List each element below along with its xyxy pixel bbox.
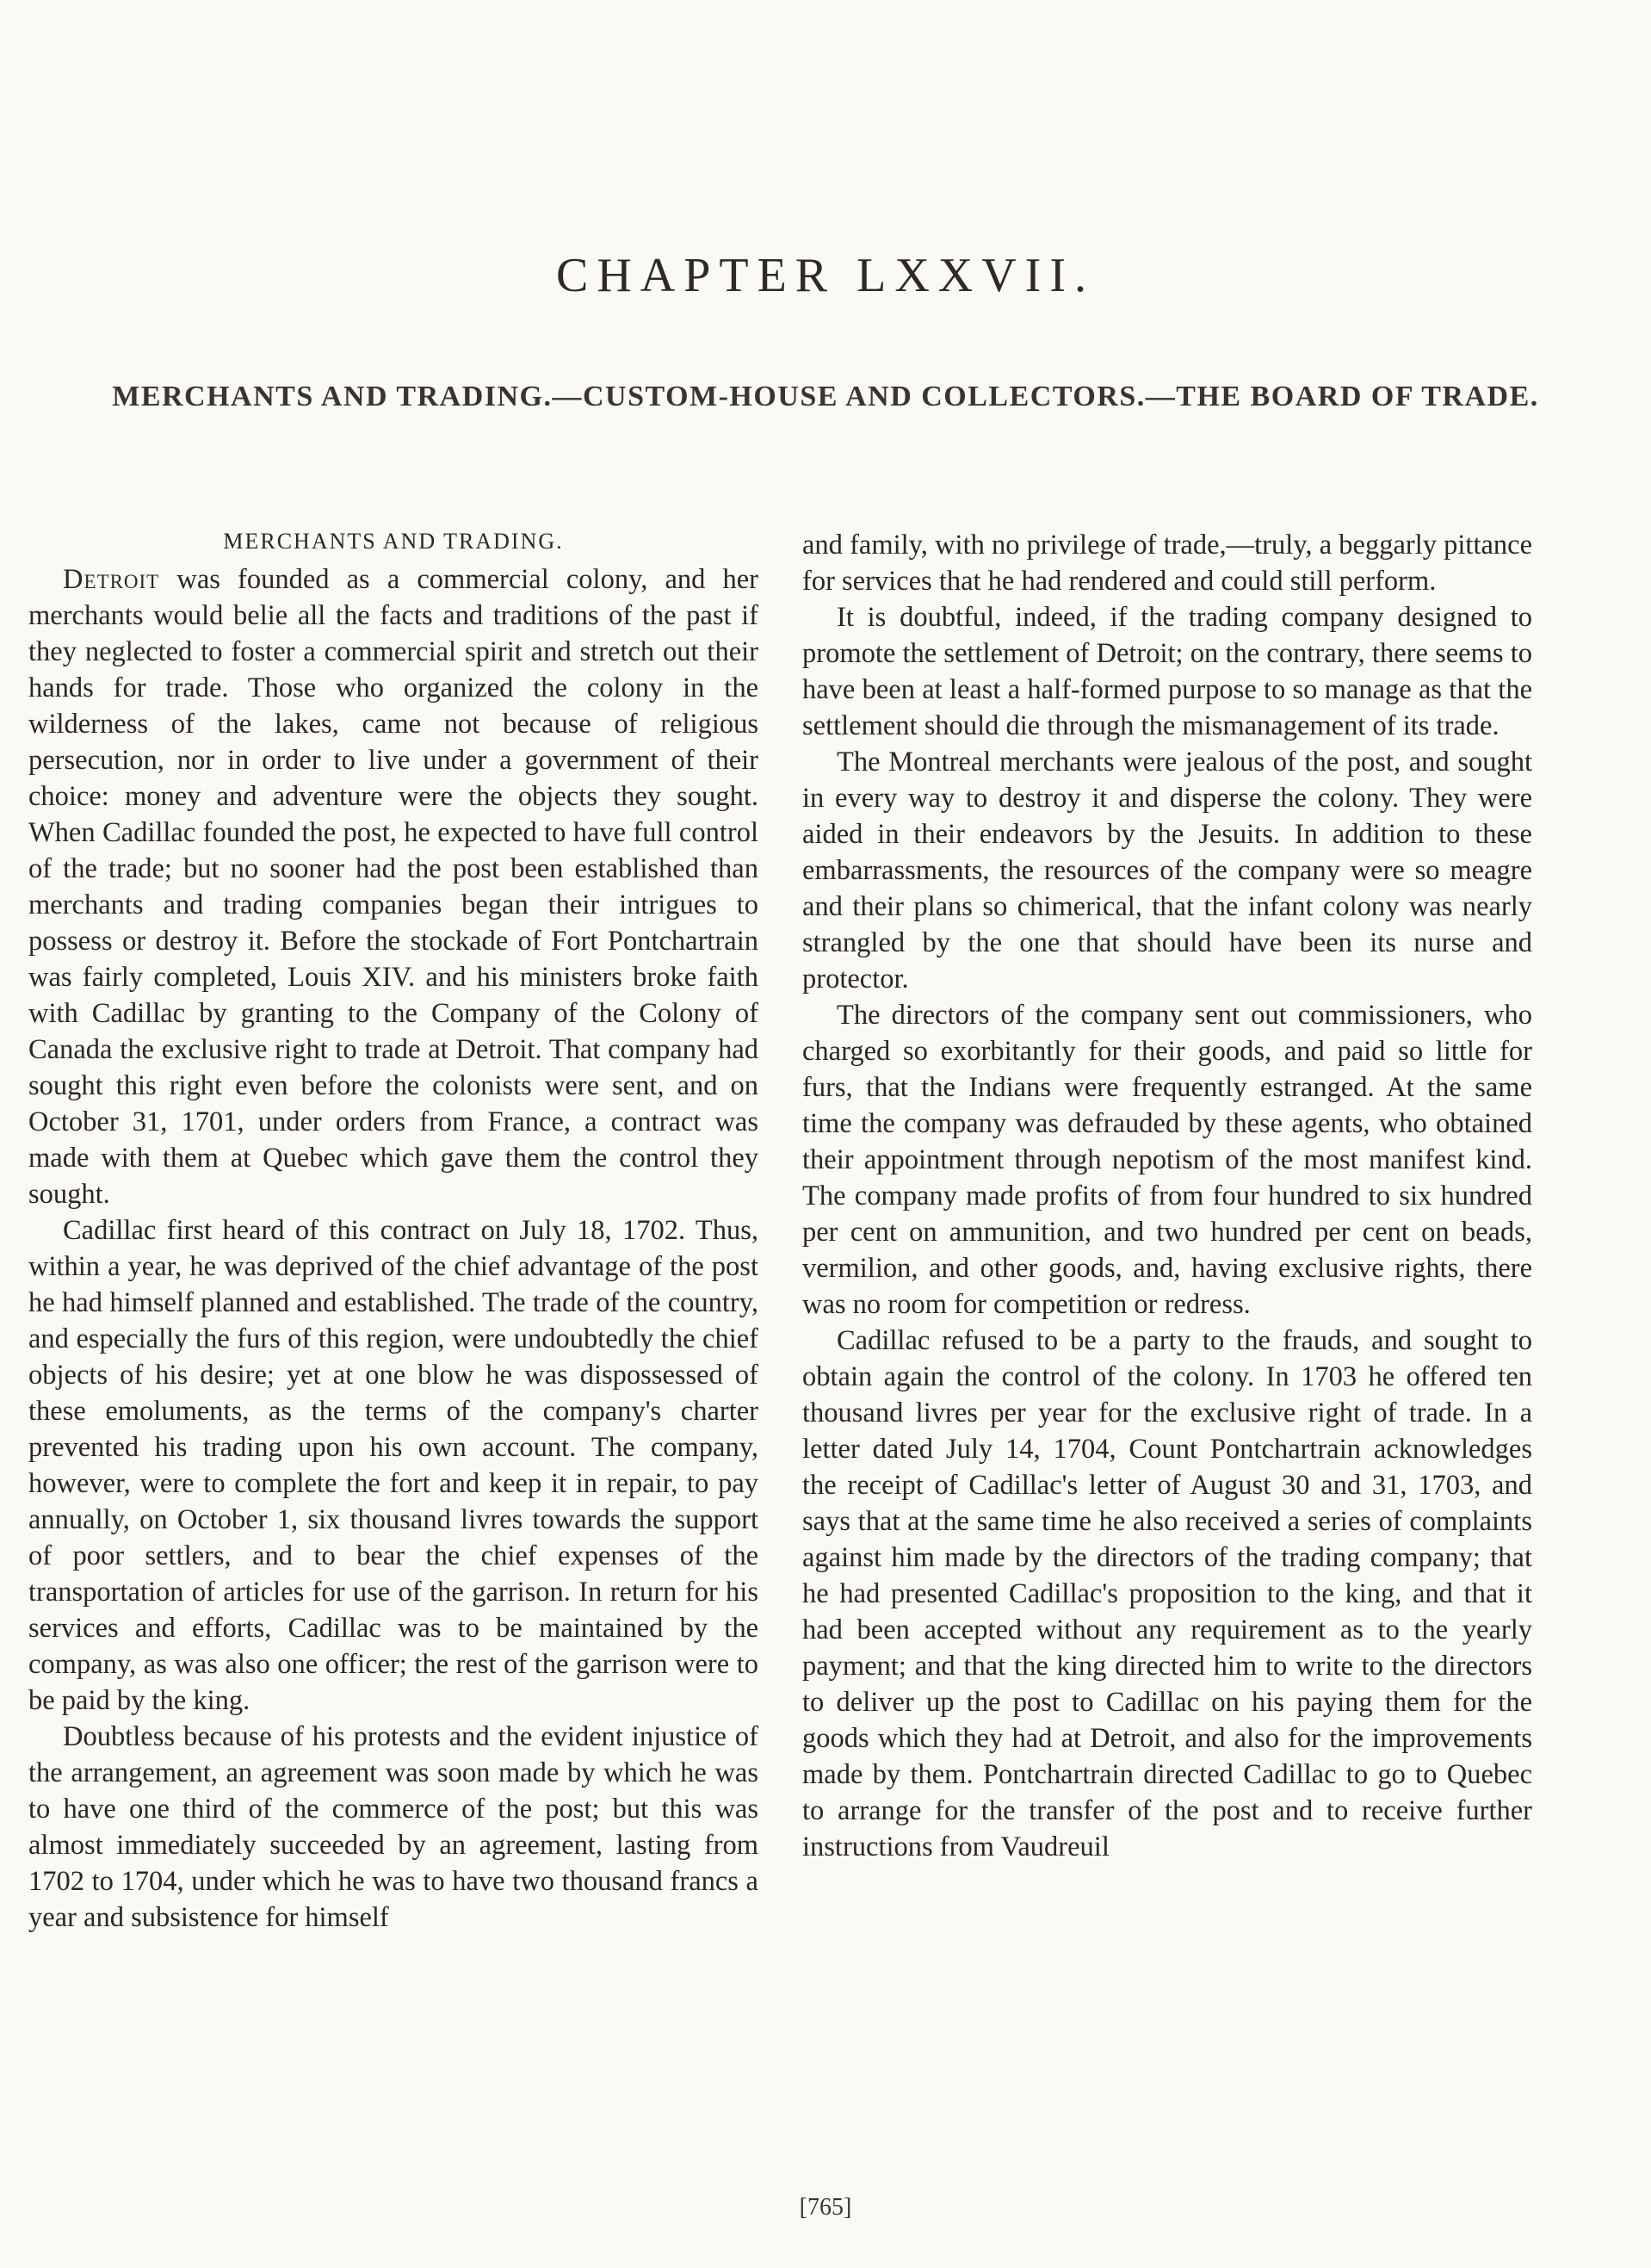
paragraph-continued: and family, with no privilege of trade,—truly, a beggarly pittance for services that he had rendered and could still perform. <box>802 530 1532 597</box>
chapter-subtitle: MERCHANTS AND TRADING.—CUSTOM-HOUSE AND COLLECTORS.—THE BOARD OF TRADE. <box>112 381 1539 412</box>
paragraph: Cadillac refused to be a party to the frauds, and sought to obtain again the control of the colony. In 1703 he offered ten thousand livres per year for the exclusive right of trade. In a letter dated July 14, 1704, Count Pontchartrain acknowledges the receipt of Cadillac's letter of August 30 and 31, 1703, and says that at the same time he also received a series of complaints against him made by the directors of the trading company; that he had presented Cadillac's proposition to the king, and that it had been accepted without any requirement as to the yearly payment; and that the king directed him to write to the directors to deliver up the post to Cadillac on his paying them for the goods which they had at Detroit, and also for the improvements made by them. Pontchartrain directed Cadillac to go to Quebec to arrange for the transfer of the post and to receive further instructions from Vaudreuil <box>802 1325 1532 1862</box>
paragraph: It is doubtful, indeed, if the trading company designed to promote the settlement of Detroit; on the contrary, there seems to have been at least a half-formed purpose to so manage as that the settlement should die through the mismanagement of its trade. <box>802 602 1532 741</box>
paragraph-text: was founded as a commercial colony, and her merchants would belie all the facts and traditions of the past if they neglected to foster a commercial spirit and stretch out their hands for trade. Those who organized the colony in the wilderness of the lakes, came not because of religious persecution, nor in order to live under a government of their choice: money and adventure were the objects they sought. When Cadillac founded the post, he expected to have full control of the trade; but no sooner had the post been established than merchants and trading companies began their intrigues to possess or destroy it. Before the stockade of Fort Pontchartrain was fairly completed, Louis XIV. and his ministers broke faith with Cadillac by granting to the Company of the Colony of Canada the exclusive right to trade at Detroit. That company had sought this right even before the colonists were sent, and on October 31, 1701, under orders from France, a contract was made with them at Quebec which gave them the control they sought. <box>28 564 758 1210</box>
right-column <box>802 527 1532 1865</box>
page-number: [765] <box>799 2194 852 2221</box>
paragraph-lead: Detroit <box>63 564 160 595</box>
left-column <box>28 524 758 1936</box>
paragraph: The directors of the company sent out commissioners, who charged so exorbitantly for their goods, and paid so little for furs, that the Indians were frequently estranged. At the same time the company was defrauded by these agents, who obtained their appointment through nepotism of the most manifest kind. The company made profits of from four hundred to six hundred per cent on ammunition, and two hundred per cent on beads, vermilion, and other goods, and, having exclusive rights, there was no room for competition or redress. <box>802 1000 1532 1320</box>
paragraph <box>28 561 758 1212</box>
paragraph: Cadillac first heard of this contract on July 18, 1702. Thus, within a year, he was deprived of the chief advantage of the post he had himself planned and established. The trade of the country, and especially the furs of this region, were undoubtedly the chief objects of his desire; yet at one blow he was dispossessed of these emoluments, as the terms of the company's charter prevented his trading upon his own account. The company, however, were to complete the fort and keep it in repair, to pay annually, on October 1, six thousand livres towards the support of poor settlers, and to bear the chief expenses of the transportation of articles for use of the garrison. In return for his services and efforts, Cadillac was to be maintained by the company, as was also one officer; the rest of the garrison were to be paid by the king. <box>28 1215 758 1716</box>
paragraph: The Montreal merchants were jealous of the post, and sought in every way to destroy it and disperse the colony. They were aided in their endeavors by the Jesuits. In addition to these embarrassments, the resources of the company were so meagre and their plans so chimerical, that the infant colony was nearly strangled by the one that should have been its nurse and protector. <box>802 747 1532 995</box>
section-heading: MERCHANTS AND TRADING. <box>223 529 564 554</box>
chapter-title: CHAPTER LXXVII. <box>556 249 1095 302</box>
paragraph: Doubtless because of his protests and the evident injustice of the arrangement, an agreement was soon made by which he was to have one third of the commerce of the post; but this was almost immediately succeeded by an agreement, lasting from 1702 to 1704, under which he was to have two thousand francs a year and subsistence for himself <box>28 1721 758 1933</box>
